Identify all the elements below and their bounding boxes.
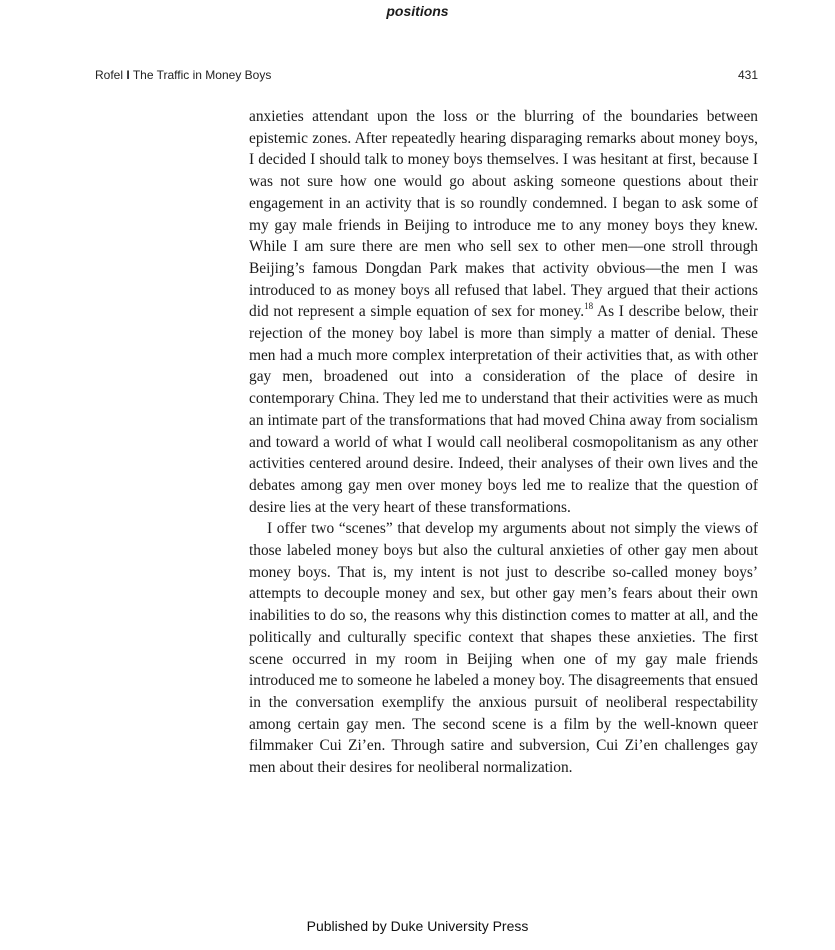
running-head-title: The Traffic in Money Boys (132, 68, 272, 82)
running-head-separator: I (126, 68, 130, 82)
page-number: 431 (737, 68, 758, 82)
running-head-author: Rofel (95, 68, 124, 82)
paragraph-1 (249, 106, 758, 518)
paragraph-1-part-a: anxieties attendant upon the loss or the blurring of the boundaries between epistemic zones. After repeatedly hearing disparaging remarks about money boys, I decided I should talk to money boys themselves. I was hesitant at first, because I was not sure how one would go about asking someone questions about their engagement in an activity that is so roundly condemned. I began to ask some of my gay male friends in Beijing to introduce me to any money boys they knew. While I am sure there are men who sell sex to other men—one stroll through Beijing’s famous Dongdan Park makes that activity obvious—the men I was introduced to as money boys all refused that label. They argued that their actions did not represent a simple equation of sex for money. (249, 108, 758, 321)
paragraph-2: I offer two “scenes” that develop my arguments about not simply the views of those labeled money boys but also the cultural anxieties of other gay men about money boys. That is, my intent is not just to describe so-called money boys’ attempts to decouple money and sex, but other gay men’s fears about their own inabilities to do so, the reasons why this distinction comes to matter at all, and the politically and culturally specific context that shapes these anxieties. The first scene occurred in my room in Beijing when one of my gay male friends introduced me to someone he labeled a money boy. The disagreements that ensued in the conversation exemplify the anxious pursuit of neoliberal respectability among certain gay men. The second scene is a film by the well-known queer filmmaker Cui Zi’en. Through satire and subversion, Cui Zi’en challenges gay men about their desires for neoliberal normalization. (249, 520, 758, 777)
footnote-marker-18[interactable]: 18 (584, 301, 594, 312)
article-body (249, 106, 758, 779)
publisher-footer: Published by Duke University Press (306, 918, 529, 934)
paragraph-1-part-b: As I describe below, their rejection of the money boy label is more than simply a matter of denial. These men had a much more complex interpretation of their activities that, as with other gay men, broadened out into a consideration of the place of desire in contemporary China. They led me to understand that their activities were as much an intimate part of the transformations that had moved China away from socialism and toward a world of what I would call neoliberal cosmopolitanism as any other activities centered around desire. Indeed, their analyses of their own lives and the debates among gay men over money boys led me to realize that the question of desire lies at the very heart of these transformations. (249, 303, 759, 516)
running-head-left (95, 68, 271, 82)
journal-title: positions (386, 3, 449, 19)
